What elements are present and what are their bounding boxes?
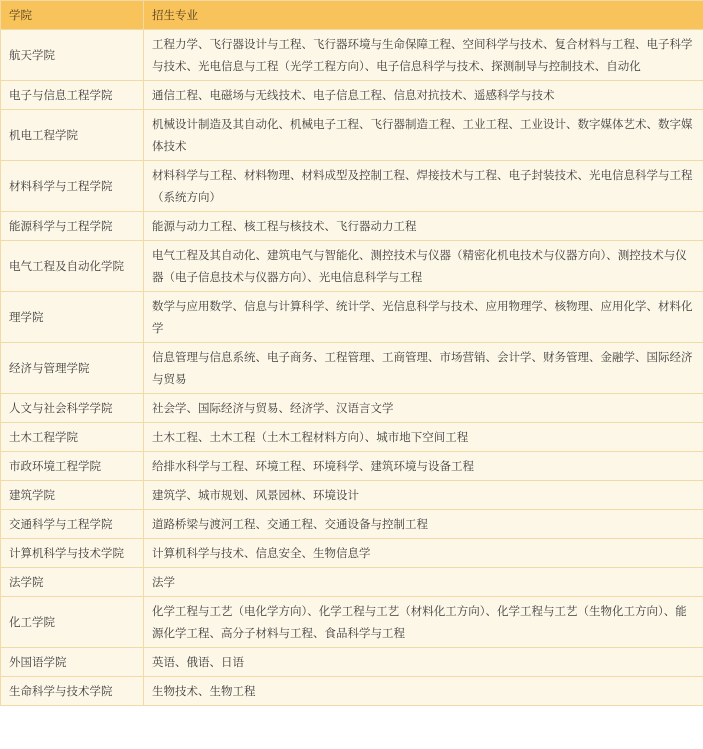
table-row — [1, 648, 703, 677]
table-row — [1, 292, 703, 343]
header-college: 学院 — [1, 1, 144, 30]
college-cell: 电子与信息工程学院 — [1, 81, 144, 110]
college-cell: 航天学院 — [1, 30, 144, 81]
majors-cell: 道路桥梁与渡河工程、交通工程、交通设备与控制工程 — [144, 510, 703, 539]
college-cell: 经济与管理学院 — [1, 343, 144, 394]
majors-cell: 通信工程、电磁场与无线技术、电子信息工程、信息对抗技术、遥感科学与技术 — [144, 81, 703, 110]
table-row — [1, 539, 703, 568]
table-row — [1, 510, 703, 539]
college-cell: 法学院 — [1, 568, 144, 597]
majors-cell: 信息管理与信息系统、电子商务、工程管理、工商管理、市场营销、会计学、财务管理、金融学、国际经济与贸易 — [144, 343, 703, 394]
majors-cell: 电气工程及其自动化、建筑电气与智能化、测控技术与仪器（精密化机电技术与仪器方向）、测控技术与仪器（电子信息技术与仪器方向）、光电信息科学与工程 — [144, 241, 703, 292]
header-majors: 招生专业 — [144, 1, 703, 30]
majors-cell: 机械设计制造及其自动化、机械电子工程、飞行器制造工程、工业工程、工业设计、数字媒体艺术、数字媒体技术 — [144, 110, 703, 161]
college-cell: 外国语学院 — [1, 648, 144, 677]
table-row — [1, 677, 703, 706]
table-row — [1, 212, 703, 241]
college-cell: 市政环境工程学院 — [1, 452, 144, 481]
college-cell: 计算机科学与技术学院 — [1, 539, 144, 568]
majors-cell: 给排水科学与工程、环境工程、环境科学、建筑环境与设备工程 — [144, 452, 703, 481]
college-cell: 机电工程学院 — [1, 110, 144, 161]
college-cell: 化工学院 — [1, 597, 144, 648]
majors-cell: 材料科学与工程、材料物理、材料成型及控制工程、焊接技术与工程、电子封装技术、光电信息科学与工程（系统方向） — [144, 161, 703, 212]
majors-cell: 工程力学、飞行器设计与工程、飞行器环境与生命保障工程、空间科学与技术、复合材料与工程、电子科学与技术、光电信息与工程（光学工程方向）、电子信息科学与技术、探测制导与控制技术、自动化 — [144, 30, 703, 81]
majors-cell: 数学与应用数学、信息与计算科学、统计学、光信息科学与技术、应用物理学、核物理、应用化学、材料化学 — [144, 292, 703, 343]
majors-cell: 建筑学、城市规划、风景园林、环境设计 — [144, 481, 703, 510]
table-row — [1, 452, 703, 481]
table-row — [1, 81, 703, 110]
table-row — [1, 481, 703, 510]
table-row — [1, 343, 703, 394]
table-row — [1, 241, 703, 292]
table-row — [1, 423, 703, 452]
college-cell: 交通科学与工程学院 — [1, 510, 144, 539]
college-cell: 建筑学院 — [1, 481, 144, 510]
majors-cell: 法学 — [144, 568, 703, 597]
table-row — [1, 30, 703, 81]
college-cell: 能源科学与工程学院 — [1, 212, 144, 241]
college-cell: 土木工程学院 — [1, 423, 144, 452]
table-row — [1, 394, 703, 423]
majors-cell: 能源与动力工程、核工程与核技术、飞行器动力工程 — [144, 212, 703, 241]
table-row — [1, 161, 703, 212]
table-row — [1, 597, 703, 648]
majors-cell: 土木工程、土木工程（土木工程材料方向）、城市地下空间工程 — [144, 423, 703, 452]
college-cell: 电气工程及自动化学院 — [1, 241, 144, 292]
college-cell: 材料科学与工程学院 — [1, 161, 144, 212]
majors-cell: 英语、俄语、日语 — [144, 648, 703, 677]
table-row — [1, 110, 703, 161]
majors-cell: 计算机科学与技术、信息安全、生物信息学 — [144, 539, 703, 568]
majors-cell: 生物技术、生物工程 — [144, 677, 703, 706]
college-cell: 人文与社会科学学院 — [1, 394, 144, 423]
college-cell: 理学院 — [1, 292, 144, 343]
majors-cell: 化学工程与工艺（电化学方向）、化学工程与工艺（材料化工方向）、化学工程与工艺（生物化工方向）、能源化学工程、高分子材料与工程、食品科学与工程 — [144, 597, 703, 648]
header-row — [1, 1, 703, 30]
table-row — [1, 568, 703, 597]
majors-cell: 社会学、国际经济与贸易、经济学、汉语言文学 — [144, 394, 703, 423]
college-cell: 生命科学与技术学院 — [1, 677, 144, 706]
